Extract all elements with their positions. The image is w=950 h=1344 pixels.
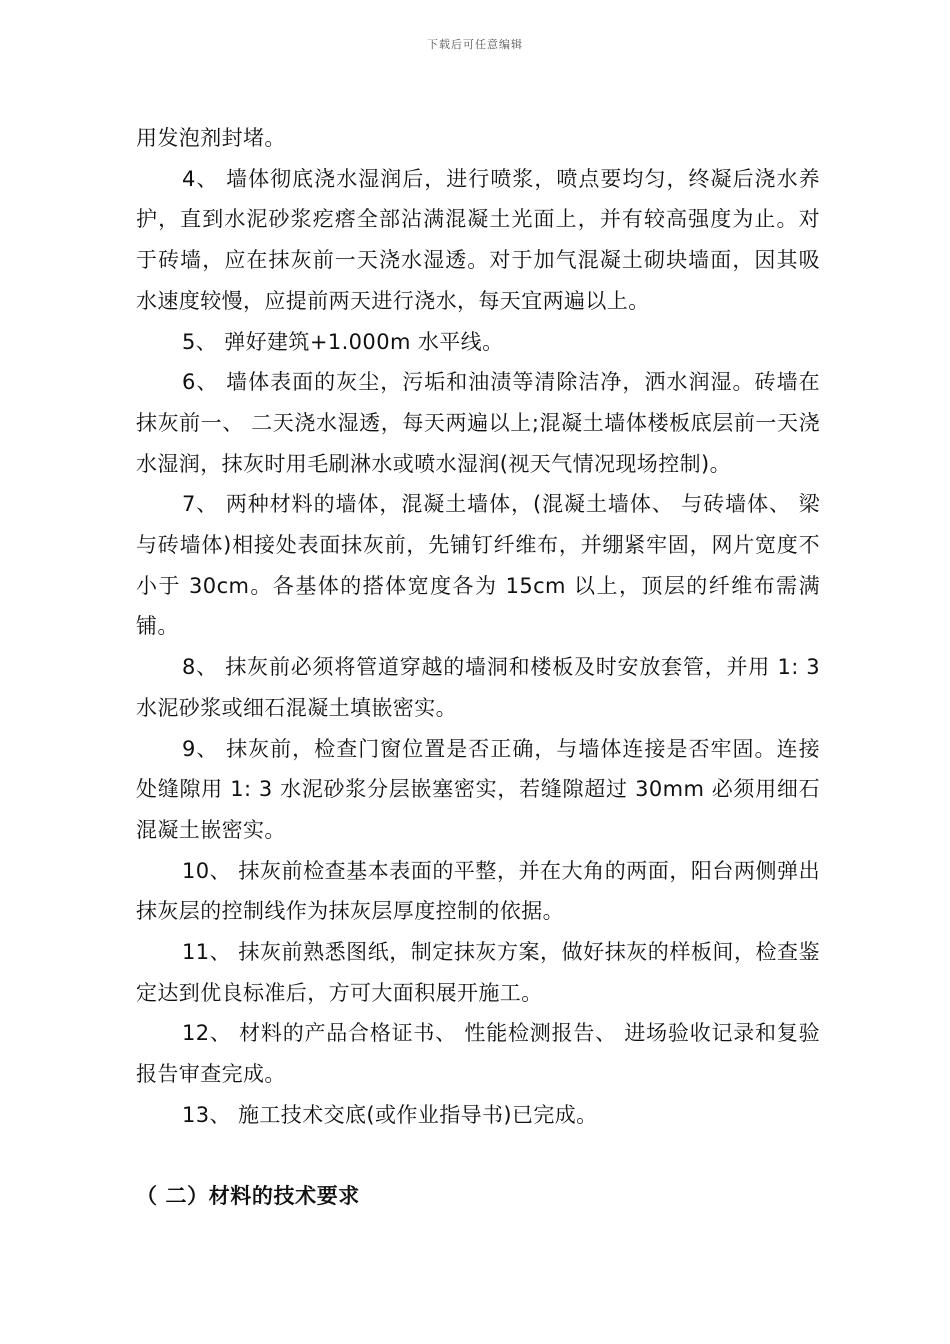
paragraph-item-6: 6、 墙体表面的灰尘，污垢和油渍等清除洁净，洒水润湿。砖墙在抹灰前一、 二天浇水湿透，每天两遍以上;混凝土墙体楼板底层前一天浇水湿润，抹灰时用毛刷淋水或喷水湿润(视天气情况现场控制)。 xyxy=(136,370,820,476)
paragraph-item-4: 4、 墙体彻底浇水湿润后，进行喷浆，喷点要均匀，终凝后浇水养护，直到水泥砂浆疙瘩全部沾满混凝土光面上，并有较高强度为止。对于砖墙，应在抹灰前一天浇水湿透。对于加气混凝土砌块墙面，因其吸水速度较慢，应提前两天进行浇水，每天宜两遍以上。 xyxy=(136,166,820,313)
body-text xyxy=(136,118,820,1136)
paragraph-item-7: 7、 两种材料的墙体，混凝土墙体，(混凝土墙体、 与砖墙体、 梁与砖墙体)相接处表面抹灰前，先铺钉纤维布，并绷紧牢固，网片宽度不小于 30cm。各基体的搭体宽度各为 15cm 以上，顶层的纤维布需满铺。 xyxy=(136,492,820,639)
paragraph-item-9: 9、 抹灰前，检查门窗位置是否正确，与墙体连接是否牢固。连接处缝隙用 1: 3 水泥砂浆分层嵌塞密实，若缝隙超过 30mm 必须用细石混凝土嵌密实。 xyxy=(136,736,820,842)
paragraph-item-10: 10、 抹灰前检查基本表面的平整，并在大角的两面，阳台两侧弹出抹灰层的控制线作为抹灰层厚度控制的依据。 xyxy=(136,858,820,924)
header-note: 下载后可任意编辑 xyxy=(427,38,523,51)
paragraph-item-8: 8、 抹灰前必须将管道穿越的墙洞和楼板及时安放套管，并用 1: 3 水泥砂浆或细石混凝土填嵌密实。 xyxy=(136,655,820,720)
paragraph-item-11: 11、 抹灰前熟悉图纸，制定抹灰方案，做好抹灰的样板间，检查鉴定达到优良标准后，方可大面积展开施工。 xyxy=(136,940,820,1005)
paragraph-item-12: 12、 材料的产品合格证书、 性能检测报告、 进场验收记录和复验报告审查完成。 xyxy=(136,1021,820,1087)
paragraph-item-5: 5、 弹好建筑+1.000m 水平线。 xyxy=(182,329,504,354)
paragraph-continuation: 用发泡剂封堵。 xyxy=(136,126,286,150)
paragraph-item-13: 13、 施工技术交底(或作业指导书)已完成。 xyxy=(182,1102,598,1127)
section-heading: （ 二）材料的技术要求 xyxy=(136,1184,360,1208)
